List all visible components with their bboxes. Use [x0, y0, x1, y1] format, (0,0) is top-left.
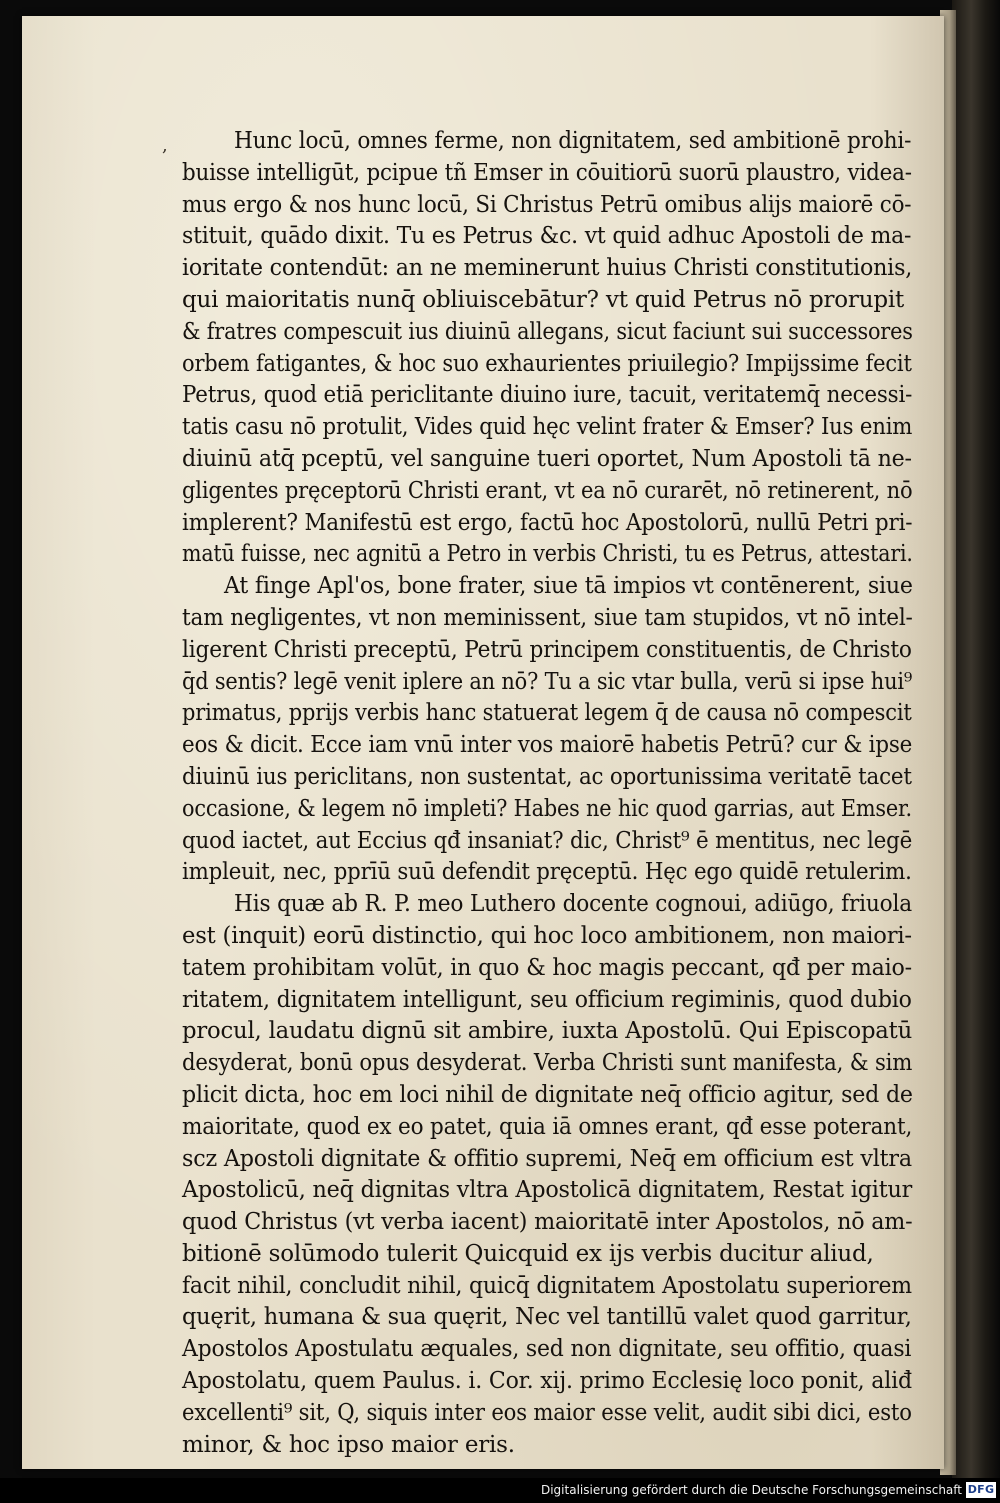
page-text — [162, 126, 913, 1461]
text-line: impleuit, nec, pprīū suū defendit pręceptū. Hęc ego quidē retulerim. — [182, 859, 912, 886]
text-line: implerent? Manifestū est ergo, factū hoc Apostolorū, nullū Petri pri- — [182, 509, 913, 536]
text-line: diuinū atq̄ pceptū, vel sanguine tueri oportet, Num Apostoli tā ne- — [182, 445, 912, 472]
text-line: orbem fatigantes, & hoc suo exhaurientes priuilegio? Impijssime fecit — [182, 350, 912, 377]
text-line: maioritate, quod ex eo patet, quia iā omnes erant, qđ esse poterant, — [182, 1113, 913, 1140]
text-line: qui maioritatis nunq̄ obliuiscebātur? vt quid Petrus nō prorupit — [182, 286, 905, 313]
text-line: ritatem, dignitatem intelligunt, seu officium regiminis, quod dubio — [182, 986, 912, 1013]
dfg-logo: DFG — [967, 1483, 995, 1496]
text-line: q̄d sentis? legē venit iplere an nō? Tu a sic vtar bulla, verū si ipse hui⁹ — [182, 668, 913, 695]
text-line: ligerent Christi preceptū, Petrū principem constituentis, de Christo — [182, 636, 912, 663]
text-line: Apostolos Apostulatu æquales, sed non dignitate, seu offitio, quasi — [182, 1336, 912, 1363]
text-line: quod Christus (vt verba iacent) maioritatē inter Apostolos, nō am- — [182, 1209, 913, 1236]
text-line: facit nihil, concludit nihil, quicq̄ dignitatem Apostolatu superiorem — [182, 1272, 912, 1299]
text-line: procul, laudatu dignū sit ambire, iuxta Apostolū. Qui Episcopatū — [182, 1018, 913, 1045]
text-line: minor, & hoc ipso maior eris. — [182, 1431, 515, 1458]
text-line: eos & dicit. Ecce iam vnū inter vos maiorē habetis Petrū? cur & ipse — [182, 732, 913, 759]
text-line: quod iactet, aut Eccius qđ insaniat? dic, Christ⁹ ē mentitus, nec legē — [182, 827, 913, 854]
text-line: primatus, pprijs verbis hanc statuerat legem q̄ de causa nō compescit — [182, 700, 912, 727]
book-binding — [952, 0, 1000, 1478]
text-line: plicit dicta, hoc em loci nihil de dignitate neq̄ officio agitur, sed de — [182, 1081, 913, 1108]
text-line: tatis casu nō protulit, Vides quid hęc velint frater & Emser? Ius enim — [182, 414, 913, 441]
text-line: At finge Apl'os, bone frater, siue tā impios vt contēnerent, siue — [224, 573, 913, 600]
text-line: & fratres compescuit ius diuinū allegans, sicut faciunt sui successores — [182, 318, 913, 345]
text-line: excellenti⁹ sit, Q, siquis inter eos maior esse velit, audit sibi dici, esto — [182, 1399, 912, 1426]
text-line: diuinū ius periclitans, non sustentat, ac oportunissima veritatē tacet — [182, 763, 912, 790]
digitization-credit: Digitalisierung gefördert durch die Deutsche Forschungsgemeinschaft — [540, 1483, 962, 1497]
text-line: gligentes pręceptorū Christi erant, vt ea nō curarēt, nō retinerent, nō — [182, 477, 913, 504]
text-line: est (inquit) eorū distinctio, qui hoc loco ambitionem, non maiori- — [182, 922, 912, 949]
text-line: tatem prohibitam volūt, in quo & hoc magis peccant, qđ per maio- — [182, 954, 912, 981]
text-line: buisse intelligūt, pcipue tñ Emser in cōuitiorū suorū plaustro, videa- — [182, 159, 912, 186]
text-line: tam negligentes, vt non meminissent, siue tam stupidos, vt nō intel- — [182, 604, 913, 631]
text-line: matū fuisse, nec agnitū a Petro in verbis Christi, tu es Petrus, attestari. — [182, 541, 913, 568]
text-line: mus ergo & nos hunc locū, Si Christus Petrū omibus alijs maiorē cō- — [182, 191, 912, 218]
text-line: Petrus, quod etiā periclitante diuino iure, tacuit, veritatemq̄ necessi- — [182, 382, 913, 409]
text-line: Apostolicū, neq̄ dignitas vltra Apostolicā dignitatem, Restat igitur — [182, 1177, 913, 1204]
text-line: quęrit, humana & sua quęrit, Nec vel tantillū valet quod garritur, — [182, 1304, 912, 1331]
ink-mark: , — [162, 135, 168, 156]
text-line: stituit, quādo dixit. Tu es Petrus &c. vt quid adhuc Apostoli de ma- — [182, 223, 912, 250]
text-line: His quæ ab R. P. meo Luthero docente cognoui, adiūgo, friuola — [234, 891, 913, 918]
text-line: desyderat, bonū opus desyderat. Verba Christi sunt manifesta, & sim — [182, 1050, 913, 1077]
text-line: occasione, & legem nō impleti? Habes ne hic quod garrias, aut Emser. — [182, 795, 912, 822]
text-line: Apostolatu, quem Paulus. i. Cor. xij. primo Ecclesię loco ponit, aliđ — [182, 1368, 912, 1395]
text-line: ioritate contendūt: an ne meminerunt huius Christi constitutionis, — [182, 255, 913, 282]
text-line: scz Apostoli dignitate & offitio supremi, Neq̄ em officium est vltra — [182, 1145, 912, 1172]
text-line: bitionē solūmodo tulerit Quicquid ex ijs verbis ducitur aliud, — [182, 1240, 874, 1267]
text-line: Hunc locū, omnes ferme, non dignitatem, sed ambitionē prohi- — [234, 128, 912, 154]
